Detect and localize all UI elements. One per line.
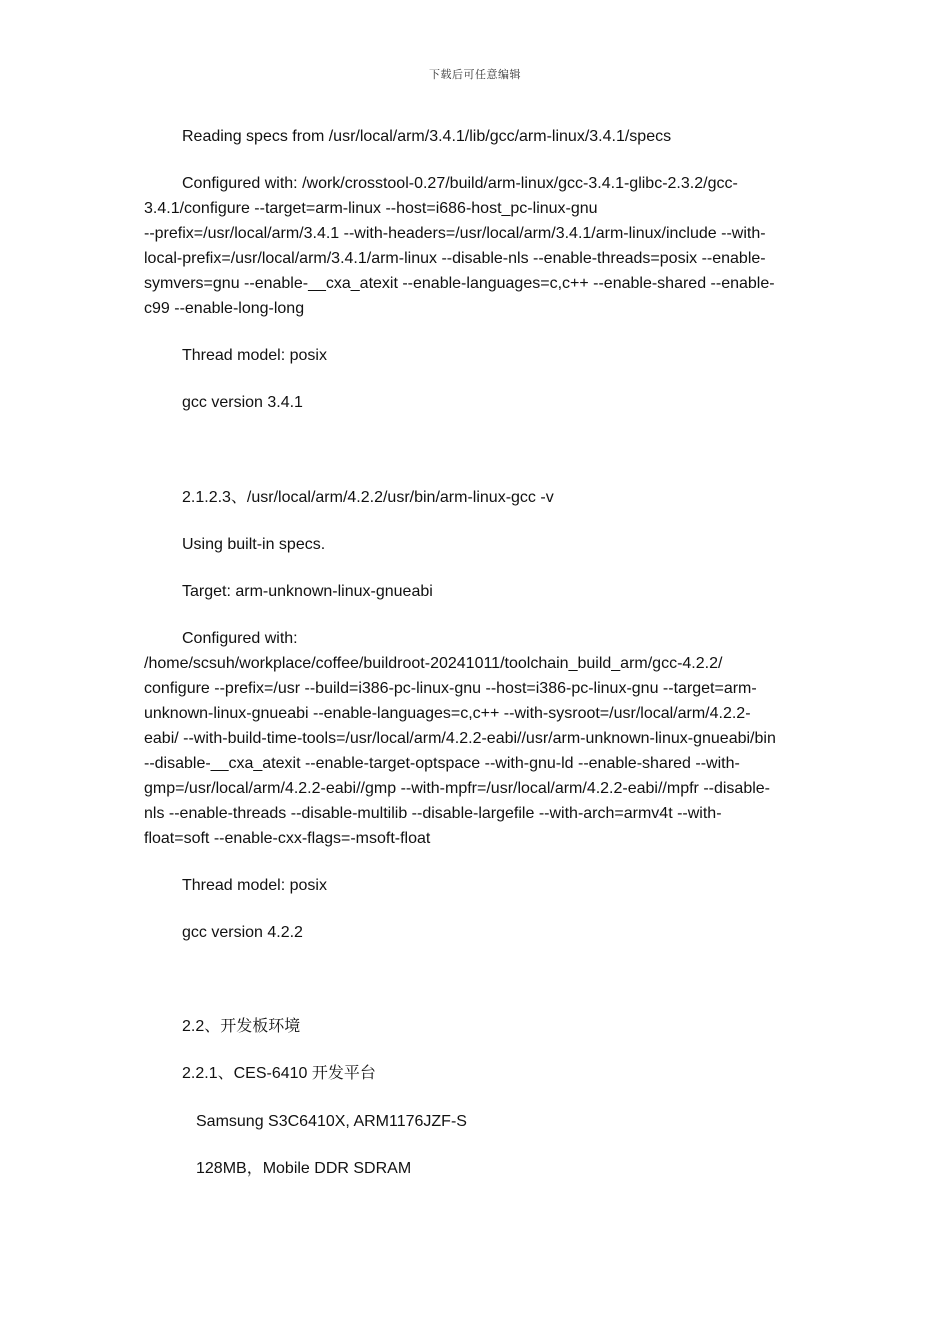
configured-341-line: local-prefix=/usr/local/arm/3.4.1/arm-linux --disable-nls --enable-threads=posix --enable- <box>144 250 766 267</box>
configured-341-line: symvers=gnu --enable-__cxa_atexit --enable-languages=c,c++ --enable-shared --enable- <box>144 275 775 292</box>
gcc-version-422: gcc version 4.2.2 <box>182 924 303 941</box>
section-heading-22: 2.2、开发板环境 <box>182 1018 301 1035</box>
configured-341-block <box>144 171 812 321</box>
target-line: Target: arm-unknown-linux-gnueabi <box>182 583 433 600</box>
configured-422-line: gmp=/usr/local/arm/4.2.2-eabi//gmp --with-mpfr=/usr/local/arm/4.2.2-eabi//mpfr --disable- <box>144 780 770 797</box>
configured-422-line: float=soft --enable-cxx-flags=-msoft-float <box>144 830 431 847</box>
configured-422-line: --disable-__cxa_atexit --enable-target-optspace --with-gnu-ld --enable-shared --with- <box>144 755 740 772</box>
configured-422-line: /home/scsuh/workplace/coffee/buildroot-20241011/toolchain_build_arm/gcc-4.2.2/ <box>144 655 723 672</box>
configured-422-line: eabi/ --with-build-time-tools=/usr/local/arm/4.2.2-eabi//usr/arm-unknown-linux-gnueabi/bin <box>144 730 776 747</box>
section-heading-221: 2.2.1、CES-6410 开发平台 <box>182 1065 376 1082</box>
configured-341-line: 3.4.1/configure --target=arm-linux --host=i686-host_pc-linux-gnu <box>144 200 598 217</box>
thread-model-341: Thread model: posix <box>182 347 327 364</box>
configured-341-line: Configured with: /work/crosstool-0.27/build/arm-linux/gcc-3.4.1-glibc-2.3.2/gcc- <box>182 175 738 192</box>
page-header-note: 下载后可任意编辑 <box>429 68 521 81</box>
reading-specs-line: Reading specs from /usr/local/arm/3.4.1/lib/gcc/arm-linux/3.4.1/specs <box>182 128 672 145</box>
gcc-version-341: gcc version 3.4.1 <box>182 394 303 411</box>
memory-spec: 128MB，Mobile DDR SDRAM <box>196 1160 412 1177</box>
thread-model-422: Thread model: posix <box>182 877 327 894</box>
configured-341-line: c99 --enable-long-long <box>144 300 305 317</box>
cpu-spec: Samsung S3C6410X, ARM1176JZF-S <box>196 1113 467 1130</box>
configured-422-line: unknown-linux-gnueabi --enable-languages=c,c++ --with-sysroot=/usr/local/arm/4.2.2- <box>144 705 751 722</box>
using-builtin-specs: Using built-in specs. <box>182 536 326 553</box>
configured-422-block <box>144 626 812 851</box>
section-heading-2123: 2.1.2.3、/usr/local/arm/4.2.2/usr/bin/arm-linux-gcc -v <box>182 489 554 506</box>
configured-422-line: nls --enable-threads --disable-multilib --disable-largefile --with-arch=armv4t --with- <box>144 805 722 822</box>
configured-422-line: Configured with: <box>182 630 298 647</box>
configured-422-line: configure --prefix=/usr --build=i386-pc-linux-gnu --host=i386-pc-linux-gnu --target=arm- <box>144 680 757 697</box>
configured-341-line: --prefix=/usr/local/arm/3.4.1 --with-headers=/usr/local/arm/3.4.1/arm-linux/include --with- <box>144 225 766 242</box>
